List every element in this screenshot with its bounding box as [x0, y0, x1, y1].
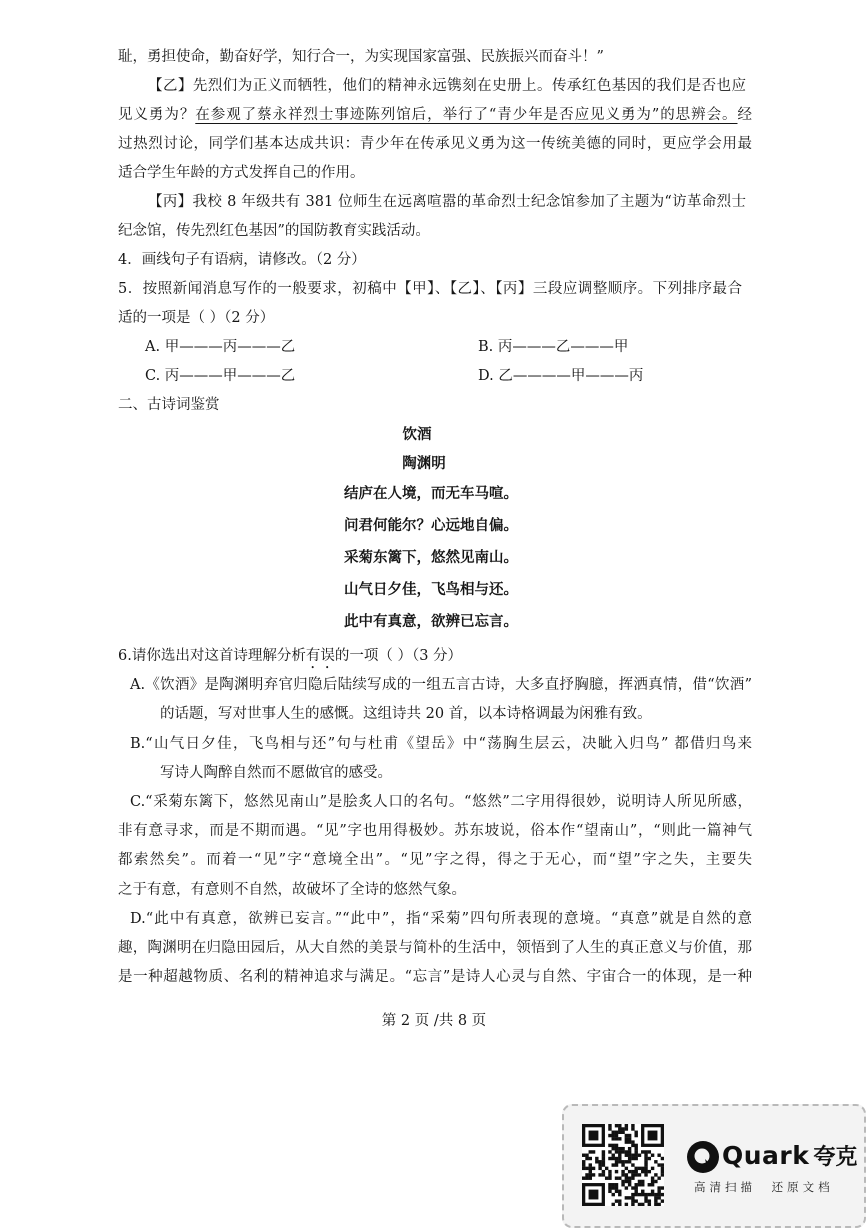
upper-column [118, 43, 752, 638]
option-a: A. 甲———丙———乙 [145, 339, 296, 355]
underlined-sentence: 在参观了蔡永祥烈士事迹陈列馆后，举行了“青少年是否应见义勇为”的思辨会。 [195, 107, 738, 123]
quark-logo-icon [686, 1140, 720, 1174]
option-c-line: 之于有意，有意则不自然，故破坏了全诗的悠然气象。 [118, 881, 466, 898]
poem-line: 此中有真意，欲辨已忘言。 [344, 613, 518, 630]
paragraph-yi-line: 适合学生年龄的方式发挥自己的作用。 [118, 165, 365, 181]
brand-latin: Quark [722, 1141, 810, 1170]
option-a-line: A.《饮酒》是陶渊明弃官归隐后陆续写成的一组五言古诗，大多直抒胸臆，挥洒真情，借“饮酒” [130, 677, 752, 694]
option-c-line: 都索然矣”。而着一“见”字“意境全出”。“见”字之得，得之于无心，而“望”字之失，主要失 [118, 852, 752, 869]
paragraph-yi-line: 【乙】先烈们为正义而牺牲，他们的精神永远镌刻在史册上。传承红色基因的我们是否也应 [148, 78, 746, 94]
question-4: 4．画线句子有语病，请修改。（2 分） [118, 252, 366, 268]
question-6 [118, 642, 752, 992]
paragraph-yi-text: 见义勇为？ [118, 107, 196, 123]
poem-line: 山气日夕佳，飞鸟相与还。 [344, 581, 518, 598]
option-d-line: 是一种超越物质、名利的精神追求与满足。“忘言”是诗人心灵与自然、宇宙合一的体现，是一种 [118, 969, 752, 986]
option-a-line: 的话题，写对世事人生的感慨。这组诗共 20 首，以本诗格调最为闲雅有致。 [160, 706, 652, 723]
question-5-options-row [118, 333, 752, 362]
poem-line: 问君何能尔？心远地自偏。 [344, 517, 518, 534]
paragraph-bing-line: 纪念馆，传先烈红色基因”的国防教育实践活动。 [118, 223, 430, 239]
paragraph-yi-text: 经 [737, 107, 752, 123]
paragraph-bing-line: 【丙】我校 8 年级共有 381 位师生在远离喧嚣的革命烈士纪念馆参加了主题为“访革命烈士 [148, 194, 746, 210]
option-c-line: C.“采菊东篱下，悠然见南山”是脍炙人口的名句。“悠然”二字用得很妙，说明诗人所见所感， [130, 793, 752, 810]
option-d: D. 乙————甲———丙 [478, 368, 644, 384]
qr-code-graphic [582, 1124, 664, 1206]
section-heading: 二、古诗词鉴赏 [118, 397, 220, 413]
poem-author: 陶渊明 [402, 455, 446, 472]
qr-code-icon [582, 1124, 664, 1206]
emphasized-keyword: 有误 [305, 648, 335, 664]
poem-title: 饮酒 [402, 426, 432, 443]
option-c: C. 丙———甲———乙 [145, 368, 296, 384]
brand-name [722, 1138, 857, 1174]
paragraph-yi-line: 过热烈讨论，同学们基本达成共识：青少年在传承见义勇为这一传统美德的同时，更应学会用最 [118, 136, 752, 152]
question-5-options-row [118, 362, 752, 391]
brand-tagline: 高清扫描 还原文档 [694, 1180, 834, 1194]
option-b: B. 丙———乙———甲 [478, 339, 629, 355]
brand-chinese: 夸克 [813, 1145, 858, 1170]
option-b-line: B.“山气日夕佳，飞鸟相与还”句与杜甫《望岳》中“荡胸生层云，决眦入归鸟” 都借归鸟来 [130, 735, 752, 752]
question-5-line: 5．按照新闻消息写作的一般要求，初稿中【甲】、【乙】、【丙】三段应调整顺序。下列排序最合 [118, 281, 742, 297]
option-d-line: D.“此中有真意，欲辨已妄言。”“此中”，指“采菊”四句所表现的意境。“真意”就是自然的意 [130, 910, 752, 927]
paragraph-yi-line [118, 101, 752, 130]
passage-continuation-line: 耻，勇担使命，勤奋好学，知行合一，为实现国家富强、民族振兴而奋斗！” [118, 49, 604, 65]
option-b-line: 写诗人陶醉自然而不愿做官的感受。 [160, 764, 392, 781]
question-6-stem-text: 的一项（ ）（3 分） [334, 648, 463, 664]
scan-watermark [562, 1104, 866, 1228]
option-d-line: 趣，陶渊明在归隐田园后，从大自然的美景与简朴的生活中，领悟到了人生的真正意义与价值，那 [118, 939, 752, 956]
page-footer: 第 2 页 /共 8 页 [381, 1013, 487, 1029]
option-c-line: 非有意寻求，而是不期而遇。“见”字也用得极妙。苏东坡说，俗本作“望南山”，“则此一篇神气 [118, 823, 752, 840]
poem-line: 采菊东篱下，悠然见南山。 [344, 549, 518, 566]
question-6-stem-text: 6.请你选出对这首诗理解分析 [118, 648, 306, 664]
question-6-stem [118, 642, 752, 671]
question-5-line: 适的一项是（ ）（2 分） [118, 310, 275, 326]
poem-line: 结庐在人境，而无车马喧。 [344, 485, 518, 502]
